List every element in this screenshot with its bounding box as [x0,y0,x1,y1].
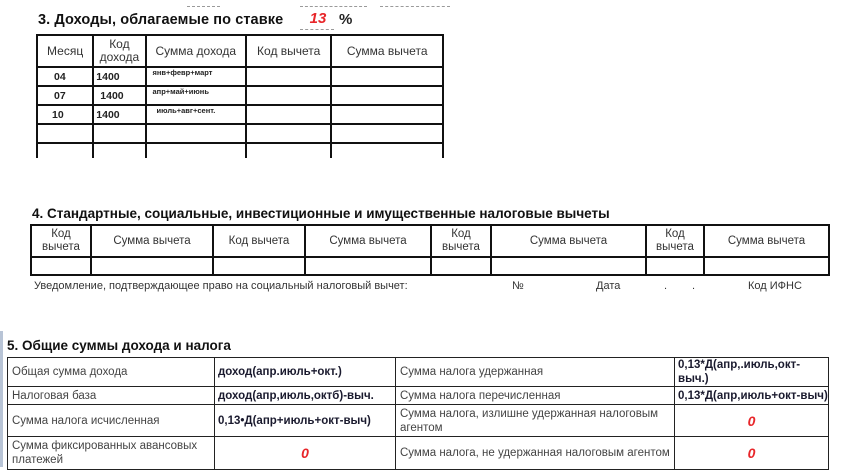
header-deduction-sum: Сумма вычета [704,225,829,257]
cell-deduction-sum[interactable] [331,124,443,143]
table-row [8,358,829,387]
section5-side-bar [0,331,3,467]
income-table [36,34,444,158]
header-month: Месяц [37,35,93,67]
value-tax-transferred[interactable]: 0,13*Д(апр,июль+окт-выч) [675,387,829,405]
header-income-sum: Сумма дохода [146,35,246,67]
value-fixed-advance-payments[interactable]: 0 [215,437,396,470]
notice-date-separator: . [692,280,696,292]
cell-deduction-code[interactable] [246,67,331,86]
label-tax-calculated: Сумма налога исчисленная [8,405,215,437]
table-row [8,387,829,405]
dash-decoration-1 [187,6,220,7]
header-deduction-sum: Сумма вычета [91,225,213,257]
cell-income-code[interactable]: 1400 [93,105,145,124]
header-deduction-code: Код вычета [246,35,331,67]
table-row [8,405,829,437]
value-tax-not-withheld[interactable]: 0 [675,437,829,470]
cell-deduction-code[interactable] [431,257,491,275]
label-tax-base: Налоговая база [8,387,215,405]
income-table-header [37,35,443,67]
value-tax-base[interactable]: доход(апр,июль,октб)-выч. [215,387,396,405]
table-row [37,86,443,105]
cell-month[interactable]: 04 [37,67,93,86]
cell-income-sum[interactable]: июль+авг+сент. [146,105,246,124]
cell-month[interactable] [37,124,93,143]
cell-income-sum[interactable]: апр+май+июнь [146,86,246,105]
cell-deduction-sum[interactable] [91,257,213,275]
table-row [37,143,443,158]
section3-title: 3. Доходы, облагаемые по ставке [38,12,284,28]
value-tax-overwithheld[interactable]: 0 [675,405,829,437]
cell-deduction-sum[interactable] [331,143,443,158]
totals-table [7,357,829,470]
label-tax-withheld: Сумма налога удержанная [396,358,675,387]
percent-sign: % [339,11,353,28]
value-total-income[interactable]: доход(апр.июль+окт.) [215,358,396,387]
cell-deduction-sum[interactable] [704,257,829,275]
label-tax-transferred: Сумма налога перечисленная [396,387,675,405]
dash-decoration-2 [300,6,367,7]
header-deduction-code: Код вычета [213,225,305,257]
section5-title: 5. Общие суммы дохода и налога [7,338,231,353]
cell-month[interactable]: 10 [37,105,93,124]
cell-income-code[interactable] [93,124,145,143]
deductions-table [30,224,830,276]
table-row [37,124,443,143]
notice-number-label: № [512,280,524,292]
notice-date-label: Дата [596,280,621,292]
label-fixed-advance-payments: Сумма фиксированных авансовых платежей [8,437,215,470]
label-total-income: Общая сумма дохода [8,358,215,387]
cell-deduction-code[interactable] [213,257,305,275]
notice-ifns-label: Код ИФНС [748,280,802,292]
cell-income-sum[interactable]: янв+февр+март [146,67,246,86]
cell-income-code[interactable] [93,143,145,158]
cell-deduction-sum[interactable] [331,67,443,86]
section4-title: 4. Стандартные, социальные, инвестиционные и имущественные налоговые вычеты [32,206,610,221]
header-deduction-code: Код вычета [31,225,91,257]
cell-month[interactable] [37,143,93,158]
cell-deduction-code[interactable] [646,257,704,275]
header-deduction-code: Код вычета [431,225,491,257]
label-tax-overwithheld: Сумма налога, излишне удержанная налоговым агентом [396,405,675,437]
cell-deduction-code[interactable] [246,86,331,105]
table-row [31,257,829,275]
header-income-code: Код дохода [93,35,145,67]
cell-deduction-sum[interactable] [331,105,443,124]
cell-deduction-code[interactable] [31,257,91,275]
cell-income-sum[interactable] [146,124,246,143]
value-tax-calculated[interactable]: 0,13•Д(апр+июль+окт-выч) [215,405,396,437]
cell-income-sum[interactable] [146,143,246,158]
cell-month[interactable]: 07 [37,86,93,105]
header-deduction-sum: Сумма вычета [491,225,646,257]
header-deduction-code: Код вычета [646,225,704,257]
header-deduction-sum: Сумма вычета [331,35,443,67]
value-tax-withheld[interactable]: 0,13*Д(апр,.июль,окт-выч.) [675,358,829,387]
deductions-table-header [31,225,829,257]
header-deduction-sum: Сумма вычета [305,225,431,257]
cell-income-code[interactable]: 1400 [93,86,145,105]
cell-deduction-sum[interactable] [331,86,443,105]
cell-deduction-sum[interactable] [305,257,431,275]
table-row [37,105,443,124]
notice-label: Уведомление, подтверждающее право на социальный налоговый вычет: [34,280,408,292]
tax-rate-field[interactable]: 13 [309,10,327,27]
cell-deduction-code[interactable] [246,143,331,158]
cell-deduction-code[interactable] [246,105,331,124]
dash-decoration-3 [380,6,450,7]
cell-deduction-code[interactable] [246,124,331,143]
cell-deduction-sum[interactable] [491,257,646,275]
label-tax-not-withheld: Сумма налога, не удержанная налоговым агентом [396,437,675,470]
notice-date-separator: . [664,280,668,292]
cell-income-code[interactable]: 1400 [93,67,145,86]
table-row [37,67,443,86]
table-row [8,437,829,470]
tax-rate-underline [300,29,334,30]
